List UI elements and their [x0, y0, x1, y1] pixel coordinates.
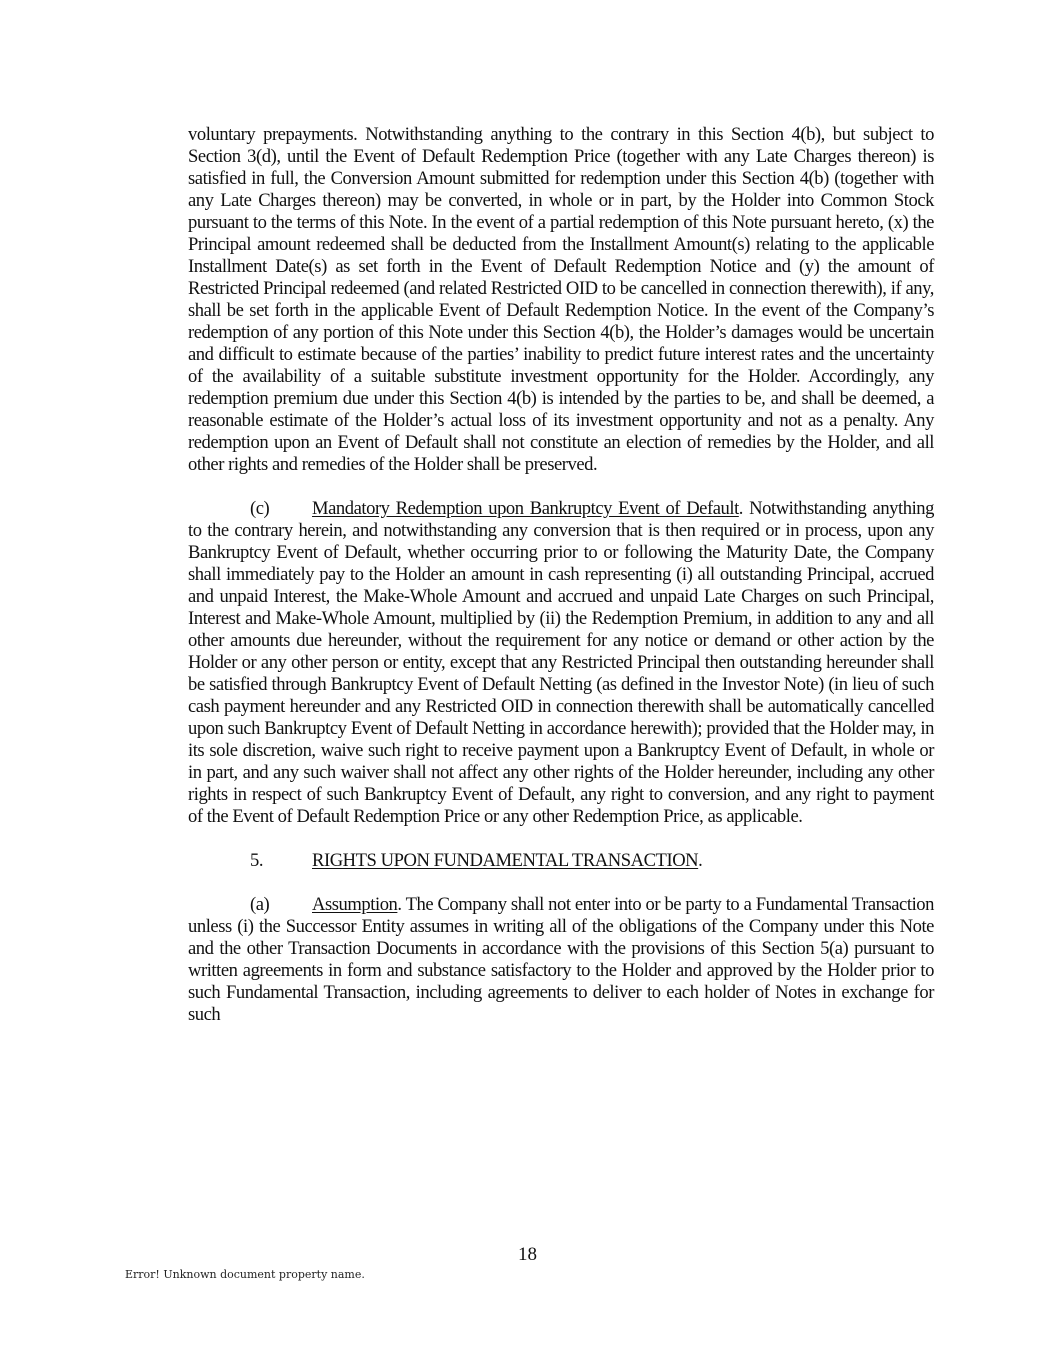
footer-property-error: Error! Unknown document property name.: [125, 1268, 365, 1281]
subsection-label: (a): [250, 894, 270, 915]
section-title: RIGHTS UPON FUNDAMENTAL TRANSACTION: [312, 850, 699, 871]
subsection-title: Mandatory Redemption upon Bankruptcy Event of Default: [312, 498, 739, 519]
section-title-period: .: [698, 850, 703, 871]
paragraph-4b-continuation: voluntary prepayments. Notwithstanding anything to the contrary in this Section 4(b), but subject to Section 3(d), until the Event of Default Redemption Price (together with any Late Charges thereon) is satisfied in full, the Conversion Amount submitted for redemption under this Section 4(b) (together with any Late Charges thereon) may be converted, in whole or in part, by the Holder into Common Stock pursuant to the terms of this Note. In the event of a partial redemption of this Note pursuant hereto, (x) the Principal amount redeemed shall be deducted from the Installment Amount(s) relating to the applicable Installment Date(s) as set forth in the Event of Default Redemption Notice and (y) the amount of Restricted Principal redeemed (and related Restricted OID to be cancelled in connection therewith), if any, shall be set forth in the applicable Event of Default Redemption Notice. In the event of the Company’s redemption of any portion of this Note under this Section 4(b), the Holder’s damages would be uncertain and difficult to estimate because of the parties’ inability to predict future interest rates and the uncertainty of the availability of a suitable substitute investment opportunity for the Holder. Accordingly, any redemption premium due under this Section 4(b) is intended by the parties to be, and shall be deemed, a reasonable estimate of the Holder’s actual loss of its investment opportunity and not as a penalty. Any redemption upon an Event of Default shall not constitute an election of remedies by the Holder, and all other rights and remedies of the Holder shall be preserved.: [188, 124, 934, 475]
paragraph-5a: [188, 894, 934, 1026]
subsection-body: The Company shall not enter into or be party to a Fundamental Transaction unless (i) the Successor Entity assumes in writing all of the obligations of the Company under this Note and the other Transaction Documents in accordance with the provisions of this Section 5(a) pursuant to written agreements in form and substance satisfactory to the Holder and approved by the Holder prior to such Fundamental Transaction, including agreements to deliver to each holder of Notes in exchange for such: [188, 894, 934, 1025]
section-number: 5.: [250, 850, 264, 871]
paragraph-4c: [188, 498, 934, 828]
page-number: 18: [518, 1244, 537, 1265]
document-body: [188, 124, 934, 1048]
subsection-label: (c): [250, 498, 270, 519]
subsection-title-period: .: [738, 498, 743, 519]
subsection-title: Assumption: [312, 894, 398, 915]
section-5-heading: [188, 850, 934, 872]
subsection-title-period: .: [397, 894, 402, 915]
subsection-body: Notwithstanding anything to the contrary herein, and notwithstanding any conversion that is then required or in process, upon any Bankruptcy Event of Default, whether occurring prior to or following the Maturity Date, the Company shall immediately pay to the Holder an amount in cash representing (i) all outstanding Principal, accrued and unpaid Interest, the Make-Whole Amount and accrued and unpaid Late Charges on such Principal, Interest and Make-Whole Amount, multiplied by (ii) the Redemption Premium, in addition to any and all other amounts due hereunder, without the requirement for any notice or demand or other action by the Holder or any other person or entity, except that any Restricted Principal then outstanding hereunder shall be satisfied through Bankruptcy Event of Default Netting (as defined in the Investor Note) (in lieu of such cash payment hereunder and any Restricted OID in connection therewith shall be automatically cancelled upon such Bankruptcy Event of Default Netting in accordance herewith); provided that the Holder may, in its sole discretion, waive such right to receive payment upon a Bankruptcy Event of Default, in whole or in part, and any such waiver shall not affect any other rights of the Holder hereunder, including any other rights in respect of such Bankruptcy Event of Default, any right to conversion, and any right to payment of the Event of Default Redemption Price or any other Redemption Price, as applicable.: [188, 498, 934, 827]
